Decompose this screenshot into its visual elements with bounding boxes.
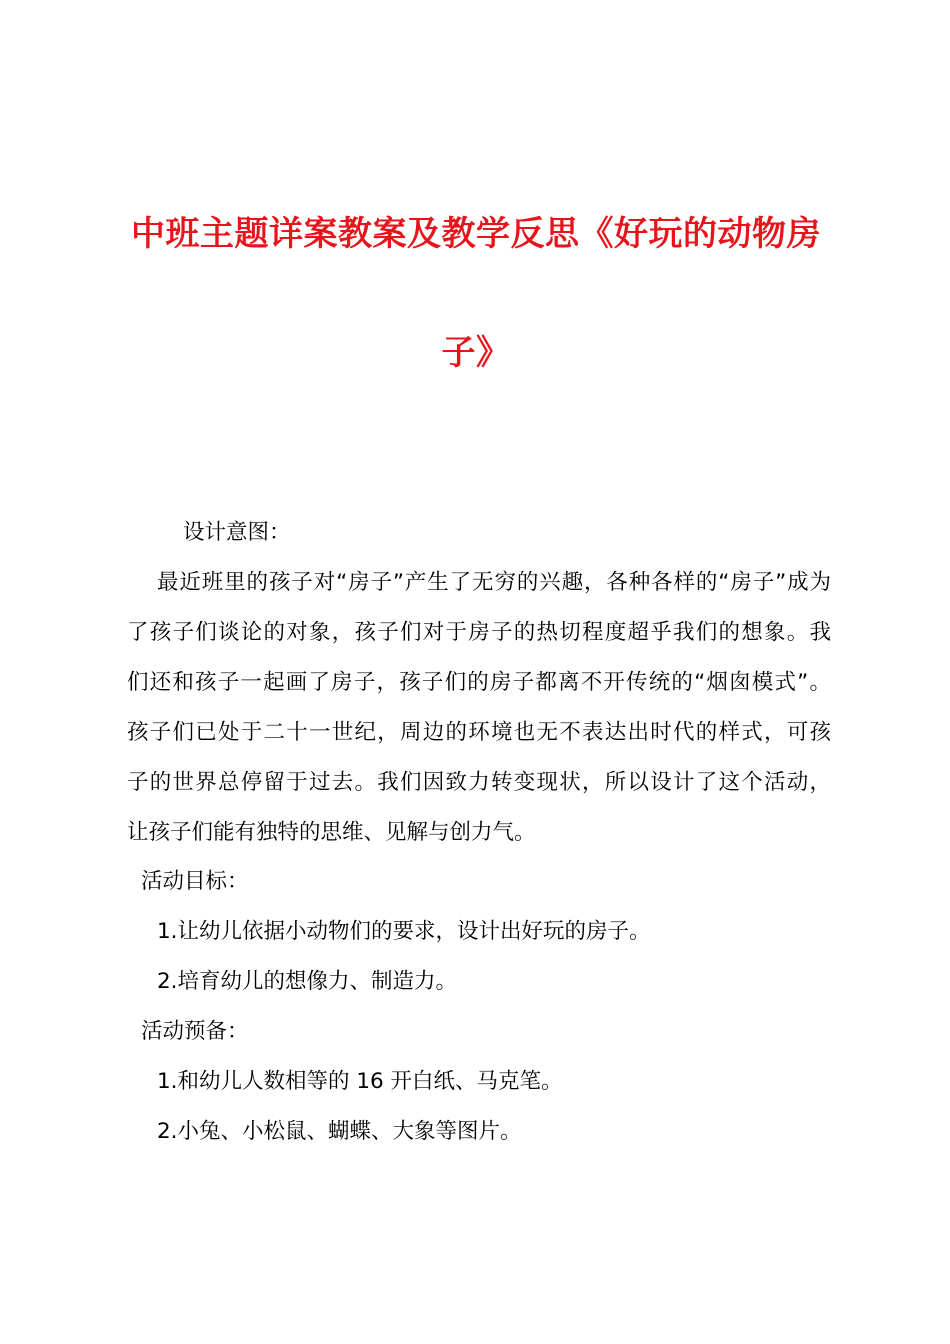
document-title-line-1: 中班主题详案教案及教学反思《好玩的动物房 [131, 214, 821, 254]
design-intent-line-3: 们还和孩子一起画了房子，孩子们的房子都离不开传统的“烟囱模式”。 [127, 670, 831, 695]
prep-item-2: 2.小兔、小松鼠、蝴蝶、大象等图片。 [157, 1119, 522, 1144]
design-intent-line-5: 子的世界总停留于过去。我们因致力转变现状，所以设计了这个活动， [127, 770, 831, 795]
document-title-line-2: 子》 [441, 333, 511, 373]
design-intent-line-1: 最近班里的孩子对“房子”产生了无穷的兴趣，各种各样的“房子”成为 [157, 570, 831, 595]
design-intent-line-6: 让孩子们能有独特的思维、见解与创力气。 [127, 820, 536, 845]
design-intent-line-2: 了孩子们谈论的对象，孩子们对于房子的热切程度超乎我们的想象。我 [127, 620, 831, 645]
goals-heading: 活动目标： [141, 869, 249, 894]
design-intent-heading: 设计意图： [183, 520, 291, 545]
goal-item-1: 1.让幼儿依据小动物们的要求，设计出好玩的房子。 [157, 919, 651, 944]
goal-item-2: 2.培育幼儿的想像力、制造力。 [157, 969, 458, 994]
prep-item-1: 1.和幼儿人数相等的 16 开白纸、马克笔。 [157, 1069, 563, 1094]
design-intent-line-4: 孩子们已处于二十一世纪，周边的环境也无不表达出时代的样式，可孩 [127, 720, 831, 745]
prep-heading: 活动预备： [141, 1019, 249, 1044]
